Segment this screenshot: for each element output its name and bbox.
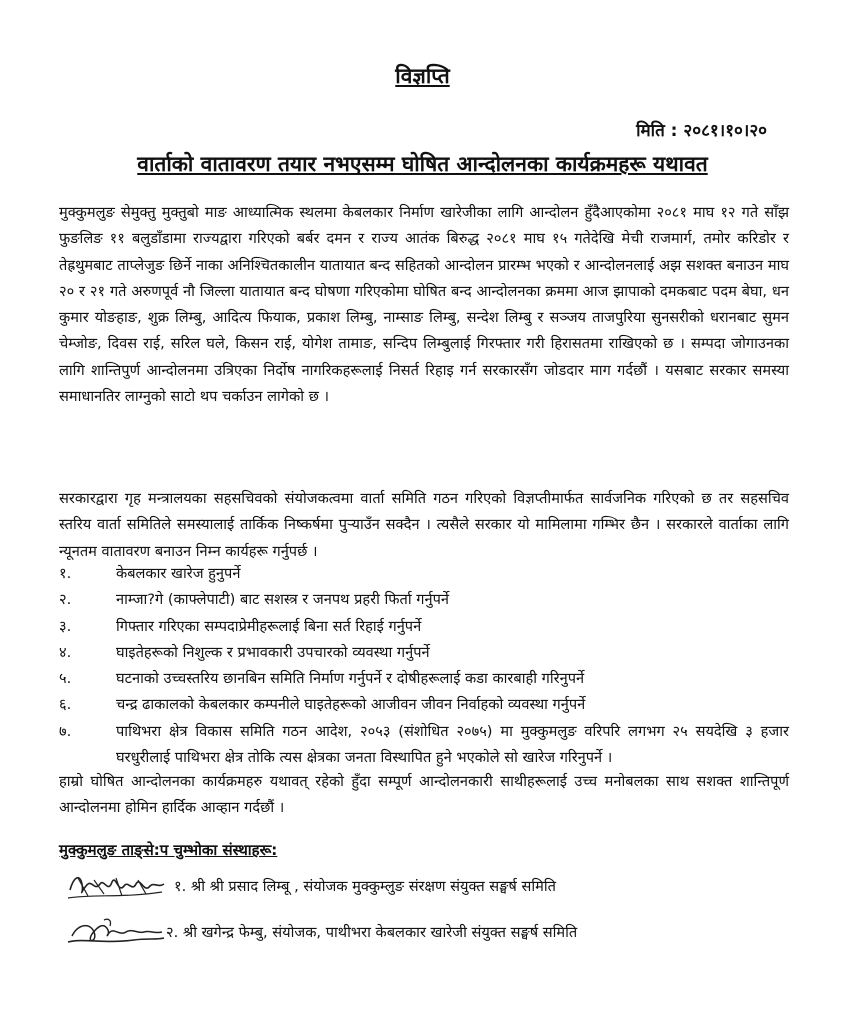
demand-text: पाथिभरा क्षेत्र विकास समिति गठन आदेश, २०५३ (संशोधित २०७५) मा मुक्कुमलुङ वरिपरि लगभग २५ सयदेखि ३ हजार घरधुरीलाई पाथिभरा क्षेत्र तोकि त्यस क्षेत्रका जनता विस्थापित हुने भएकोले सो खारेज गरिनुपर्ने । [116, 722, 789, 767]
demand-item [59, 719, 789, 772]
demand-text: गिफ्तार गरिएका सम्पदाप्रेमीहरूलाई बिना सर्त रिहाई गर्नुपर्ने [116, 617, 422, 635]
demand-text: घाइतेहरूको निशुल्क र प्रभावकारी उपचारको व्यवस्था गर्नुपर्ने [116, 643, 430, 661]
demand-number: ७. [59, 722, 72, 740]
demand-item [59, 561, 789, 587]
handwritten-signature [64, 914, 166, 950]
demand-item [59, 587, 789, 613]
notice-headline: वार्ताको वातावरण तयार नभएसम्म घोषित आन्दोलनका कार्यक्रमहरू यथावत [137, 152, 708, 176]
demand-text: केबलकार खारेज हुनुपर्ने [116, 565, 241, 582]
signatory-2: २. श्री खगेन्द्र फेम्बु, संयोजक, पाथीभरा केबलकार खारेजी संयुक्त सङ्घर्ष समिति [166, 924, 578, 941]
demand-item [59, 666, 789, 692]
demands-list [59, 561, 789, 771]
demand-number: १. [59, 565, 72, 582]
paragraph-talks-committee: सरकारद्वारा गृह मन्त्रालयका सहसचिवको संयोजकत्वमा वार्ता समिति गठन गरिएको विज्ञप्तीमार्फत सार्वजनिक गरिएको छ तर सहसचिव स्तरिय वार्ता समितिले समस्यालाई तार्किक निष्कर्षमा पुऱ्याउँन सक्दैन । त्यसैले सरकार यो मामिलामा गम्भिर छैन । सरकारले वार्ताका लागि न्यूनतम वातावरण बनाउन निम्न कार्यहरू गर्नुपर्छ । [59, 490, 789, 560]
demand-text: चन्द्र ढाकालको केबलकार कम्पनीले घाइतेहरूको आजीवन जीवन निर्वाहको व्यवस्था गर्नुपर्ने [116, 696, 586, 714]
paragraph-arrests: मुक्कुमलुङ सेमुक्तु मुक्तुबो माङ आध्यात्मिक स्थलमा केबलकार निर्माण खारेजीका लागि आन्दोलन हुँदैआएकोमा २०८१ माघ १२ गते साँझ फुङलिङ ११ बलुडाँडामा राज्यद्वारा गरिएको बर्बर दमन र राज्य आतंक बिरुद्ध २०८१ माघ १५ गतेदेखि मेची राजमार्ग, तमोर करिडोर र तेह्रथुमबाट ताप्लेजुङ छिर्ने नाका अनिश्चितकालीन यातायात बन्द सहितको आन्दोलन प्रारम्भ भएको र आन्दोलनलाई अझ सशक्त बनाउन माघ २० र २१ गते अरुणपूर्व नौ जिल्ला यातायात बन्द घोषणा गरिएकोमा घोषित बन्द आन्दोलनका क्रममा आज झापाको दमकबाट पदम बेघा, धन कुमार योङहाङ, शुक्र लिम्बु, आदित्य फियाक, प्रकाश लिम्बु, नाम्साङ लिम्बु, सन्देश लिम्बु र सञ्जय ताजपुरिया सुनसरीको धरानबाट सुमन चेम्जोङ, दिवस राई, सरिल घले, किसन राई, योगेश तामाङ, सन्दिप लिम्बुलाई गिरफ्तार गरी हिरासतमा राखिएको छ । सम्पदा जोगाउनका लागि शान्तिपुर्ण आन्दोलनमा उत्रिएका निर्दोष नागरिकहरूलाई निसर्त रिहाइ गर्न सरकारसँग जोडदार माग गर्दछौं । यसबाट सरकार समस्या समाधानतिर लाग्नुको साटो थप चर्काउन लागेको छ । [59, 204, 789, 406]
demand-number: २. [59, 591, 72, 609]
notice-title: विज्ञप्ति [395, 64, 450, 88]
paragraph-call-to-action: हाम्रो घोषित आन्दोलनका कार्यक्रमहरु यथावत् रहेको हुँदा सम्पूर्ण आन्दोलनकारी साथीहरूलाई उच्च मनोबलका साथ सशक्त शान्तिपूर्ण आन्दोलनमा होमिन हार्दिक आव्हान गर्दछौं । [59, 773, 789, 817]
demand-number: ६. [59, 696, 72, 714]
demand-number: ३. [59, 617, 72, 635]
demand-item [59, 614, 789, 640]
signatory-row [64, 914, 577, 950]
demand-number: ५. [59, 670, 72, 688]
demand-text: नाम्जा?गे (काफ्लेपाटी) बाट सशस्त्र र जनपथ प्रहरी फिर्ता गर्नुपर्ने [116, 591, 449, 609]
demand-item [59, 692, 789, 718]
demand-text: घटनाको उच्चस्तरिय छानबिन समिति निर्माण गर्नुपर्ने र दोषीहरूलाई कडा कारबाही गरिनुपर्ने [116, 670, 585, 688]
signatory-row [64, 868, 556, 904]
demand-item [59, 640, 789, 666]
signatories-heading: मुक्कुमलुङ ताङ्से:प चुम्भोका संस्थाहरू: [59, 841, 278, 859]
demand-number: ४. [59, 643, 72, 661]
notice-date: मिति : २०८१।१०।२० [636, 121, 767, 141]
handwritten-signature [64, 868, 174, 904]
signatory-1: १. श्री श्री प्रसाद लिम्बू , संयोजक मुक्कुम्लुङ संरक्षण संयुक्त सङ्घर्ष समिति [174, 878, 556, 895]
